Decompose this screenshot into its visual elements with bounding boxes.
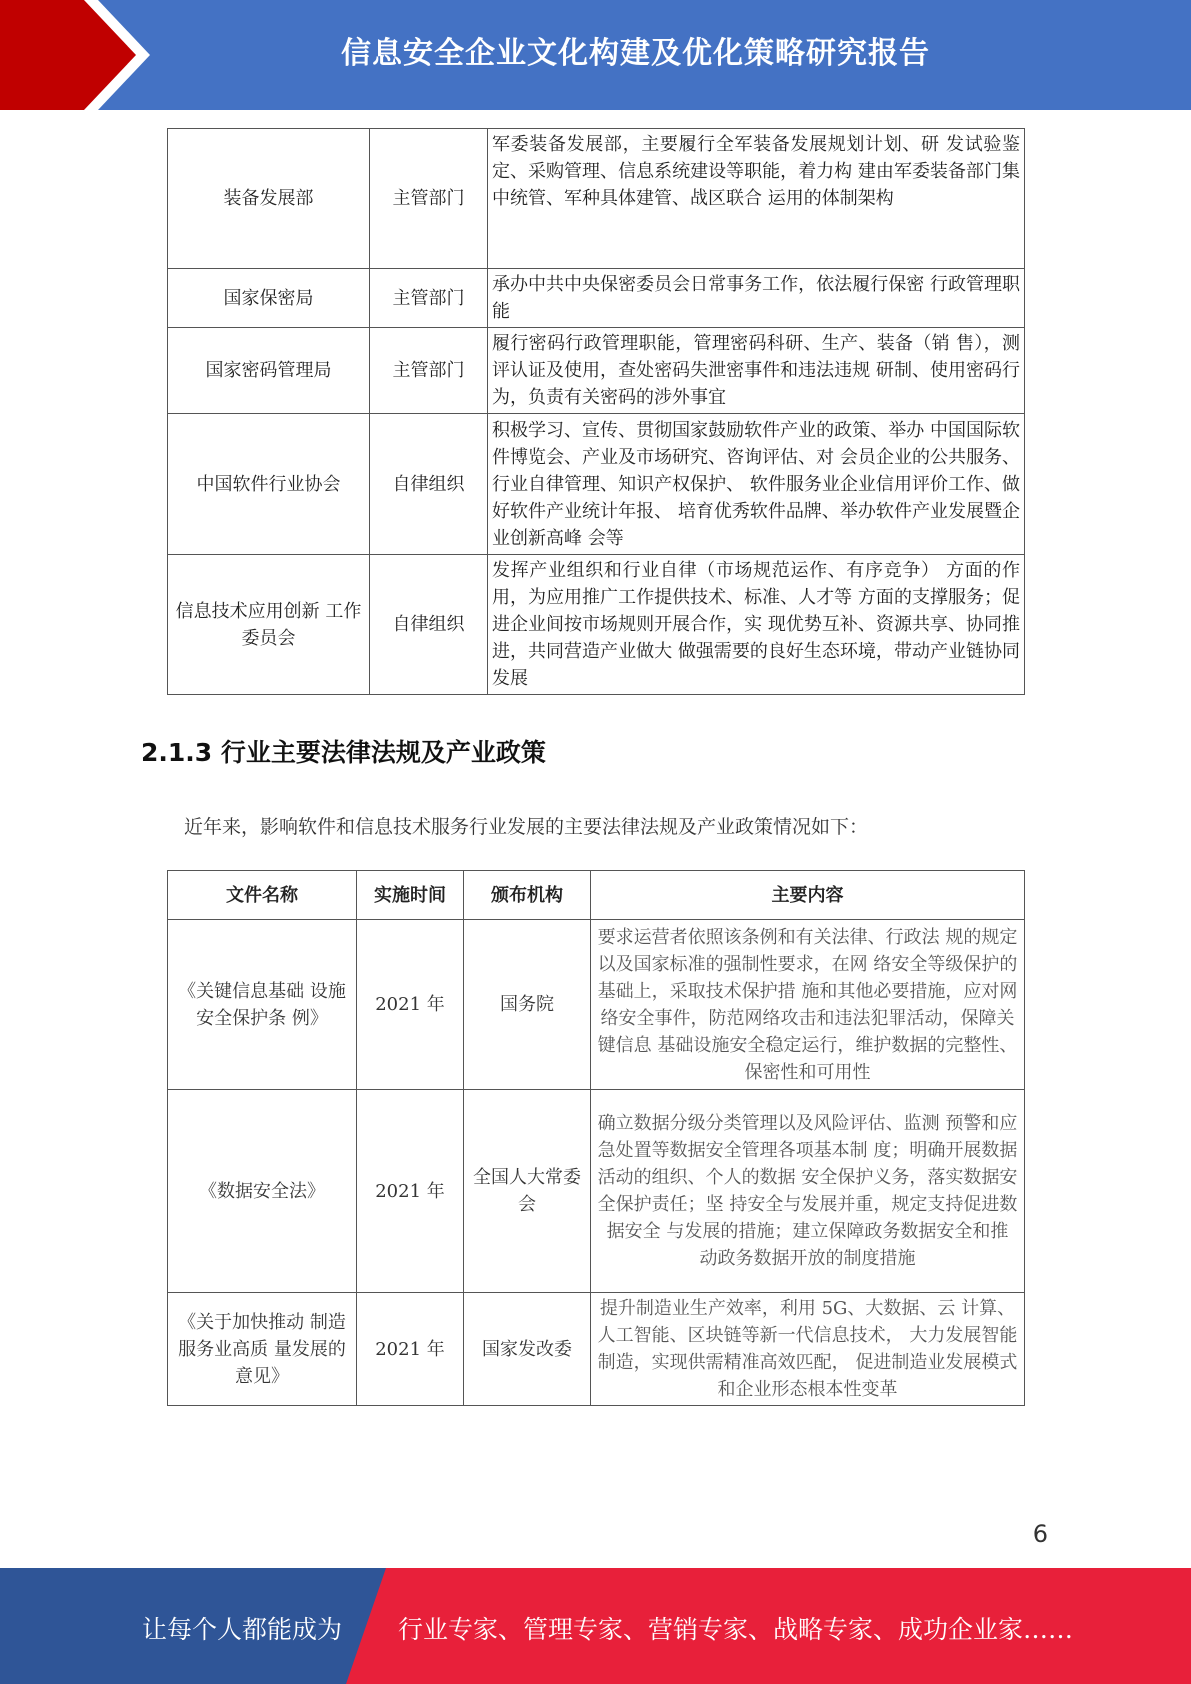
- org-type: 自律组织: [370, 555, 488, 695]
- org-description: 积极学习、宣传、贯彻国家鼓励软件产业的政策、举办 中国国际软件博览会、产业及市场研究、咨询评估、对 会员企业的公共服务、行业自律管理、知识产权保护、 软件服务业企业信用评价工作、做好软件产业统计年报、 培育优秀软件品牌、举办软件产业发展暨企业创新高峰 会等: [488, 414, 1025, 555]
- org-description: 军委装备发展部，主要履行全军装备发展规划计划、研 发试验鉴定、采购管理、信息系统建设等职能，着力构 建由军委装备部门集中统管、军种具体建管、战区联合 运用的体制架构: [488, 129, 1025, 269]
- header-band: [0, 0, 1191, 110]
- org-table: [167, 128, 1025, 695]
- table-row: [168, 328, 1025, 414]
- org-name: 国家保密局: [168, 269, 370, 328]
- table-header-row: [168, 871, 1025, 920]
- doc-date: 2021 年: [357, 1090, 464, 1293]
- document-title: 信息安全企业文化构建及优化策略研究报告: [341, 36, 930, 71]
- column-header: 主要内容: [591, 871, 1025, 920]
- org-name: 中国软件行业协会: [168, 414, 370, 555]
- org-type: 主管部门: [370, 129, 488, 269]
- doc-content: 确立数据分级分类管理以及风险评估、监测 预警和应急处置等数据安全管理各项基本制 度；明确开展数据活动的组织、个人的数据 安全保护义务，落实数据安全保护责任；坚 持安全与发展并重，规定支持促进数据安全 与发展的措施；建立保障政务数据安全和推 动政务数据开放的制度措施: [591, 1090, 1025, 1293]
- footer-band: [0, 1568, 1191, 1684]
- table-row: [168, 129, 1025, 269]
- org-type: 主管部门: [370, 269, 488, 328]
- table-row: [168, 414, 1025, 555]
- org-name: 国家密码管理局: [168, 328, 370, 414]
- doc-issuer: 国务院: [464, 920, 591, 1090]
- org-type: 自律组织: [370, 414, 488, 555]
- org-name: 信息技术应用创新 工作委员会: [168, 555, 370, 695]
- table-row: [168, 555, 1025, 695]
- header-arrow-icon: [0, 0, 160, 110]
- doc-issuer: 全国人大常委会: [464, 1090, 591, 1293]
- doc-name: 《关于加快推动 制造服务业高质 量发展的意见》: [168, 1293, 357, 1406]
- intro-paragraph: 近年来，影响软件和信息技术服务行业发展的主要法律法规及产业政策情况如下：: [184, 816, 869, 838]
- doc-date: 2021 年: [357, 1293, 464, 1406]
- footer-slogan-left: 让每个人都能成为: [142, 1615, 343, 1644]
- doc-name: 《数据安全法》: [168, 1090, 357, 1293]
- table-row: [168, 920, 1025, 1090]
- column-header: 文件名称: [168, 871, 357, 920]
- column-header: 颁布机构: [464, 871, 591, 920]
- org-description: 履行密码行政管理职能，管理密码科研、生产、装备（销 售），测评认证及使用，查处密码失泄密事件和违法违规 研制、使用密码行为，负责有关密码的涉外事宜: [488, 328, 1025, 414]
- section-heading: 2.1.3 行业主要法律法规及产业政策: [141, 738, 546, 767]
- policy-table: [167, 870, 1025, 1406]
- footer-slogan-right: 行业专家、管理专家、营销专家、战略专家、成功企业家……: [398, 1615, 1074, 1644]
- org-description: 发挥产业组织和行业自律（市场规范运作、有序竞争） 方面的作用，为应用推广工作提供技术、标准、人才等 方面的支撑服务；促进企业间按市场规则开展合作，实 现优势互补、资源共享、协同推进，共同营造产业做大 做强需要的良好生态环境，带动产业链协同发展: [488, 555, 1025, 695]
- doc-content: 提升制造业生产效率，利用 5G、大数据、云 计算、人工智能、区块链等新一代信息技术， 大力发展智能制造，实现供需精准高效匹配， 促进制造业发展模式和企业形态根本性变革: [591, 1293, 1025, 1406]
- org-type: 主管部门: [370, 328, 488, 414]
- page-number: 6: [1032, 1520, 1048, 1548]
- doc-name: 《关键信息基础 设施安全保护条 例》: [168, 920, 357, 1090]
- table-row: [168, 1090, 1025, 1293]
- table-row: [168, 1293, 1025, 1406]
- table-row: [168, 269, 1025, 328]
- doc-content: 要求运营者依照该条例和有关法律、行政法 规的规定以及国家标准的强制性要求，在网 络安全等级保护的基础上，采取技术保护措 施和其他必要措施，应对网络安全事件，防范网络攻击和违法犯罪活动，保障关键信息 基础设施安全稳定运行，维护数据的完整性、 保密性和可用性: [591, 920, 1025, 1090]
- doc-issuer: 国家发改委: [464, 1293, 591, 1406]
- doc-date: 2021 年: [357, 920, 464, 1090]
- column-header: 实施时间: [357, 871, 464, 920]
- org-description: 承办中共中央保密委员会日常事务工作，依法履行保密 行政管理职能: [488, 269, 1025, 328]
- org-name: 装备发展部: [168, 129, 370, 269]
